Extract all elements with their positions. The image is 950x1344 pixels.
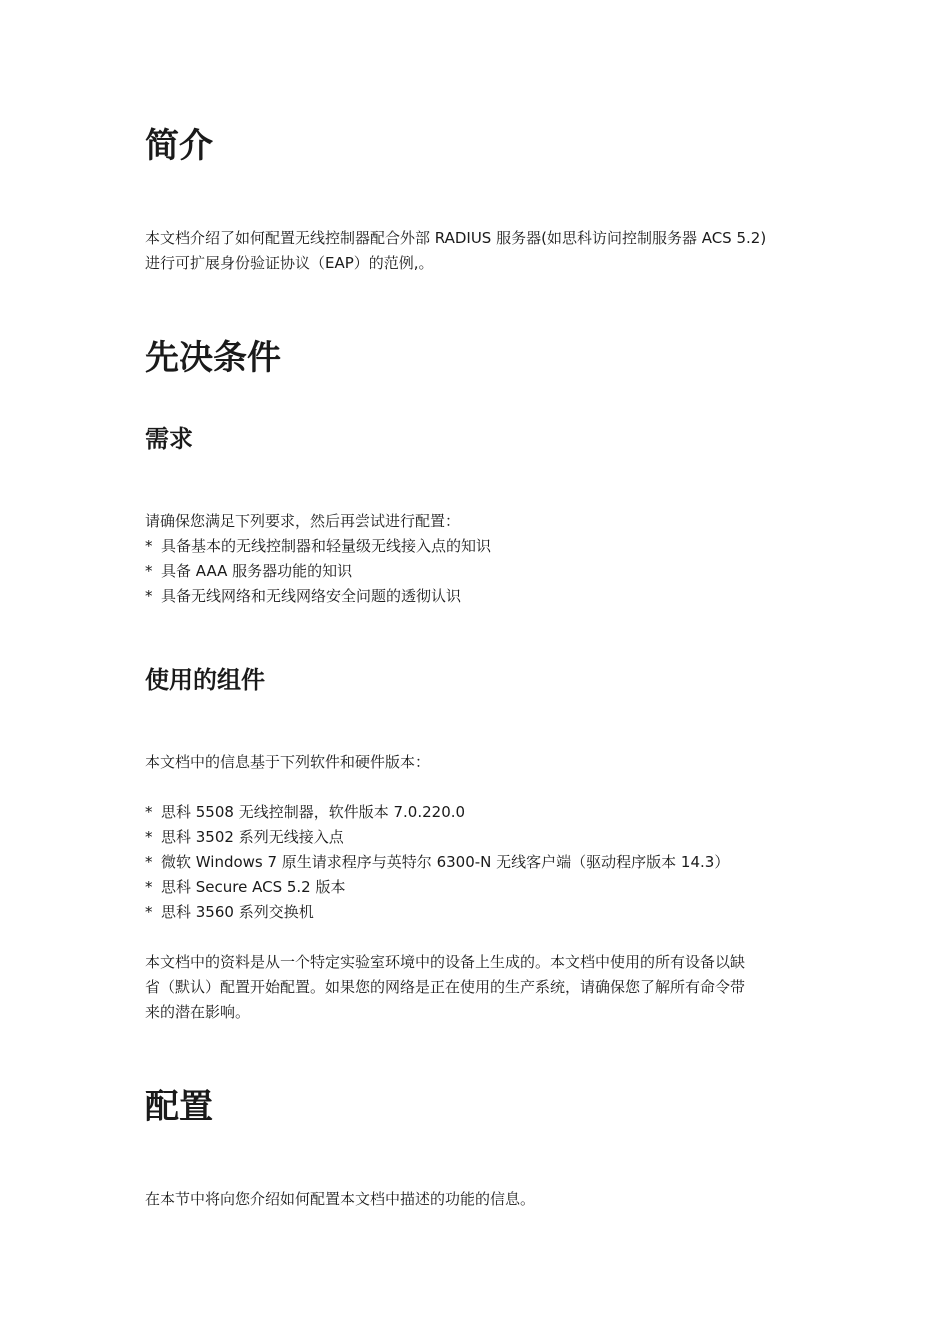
requirements-list bbox=[145, 534, 491, 609]
list-item-text: 思科 5508 无线控制器，软件版本 7.0.220.0 bbox=[161, 803, 466, 821]
bullet-marker: * bbox=[145, 828, 153, 846]
heading-components: 使用的组件 bbox=[145, 666, 265, 694]
list-item bbox=[145, 559, 491, 584]
heading-requirements: 需求 bbox=[145, 425, 193, 453]
note-line-3: 来的潜在影响。 bbox=[145, 1003, 251, 1021]
bullet-marker: * bbox=[145, 537, 153, 555]
heading-configuration: 配置 bbox=[145, 1087, 213, 1127]
bullet-marker: * bbox=[145, 853, 153, 871]
bullet-marker: * bbox=[145, 587, 153, 605]
list-item-text: 思科 Secure ACS 5.2 版本 bbox=[161, 878, 346, 896]
list-item bbox=[145, 584, 491, 609]
bullet-marker: * bbox=[145, 878, 153, 896]
components-lead: 本文档中的信息基于下列软件和硬件版本： bbox=[145, 753, 431, 771]
list-item bbox=[145, 534, 491, 559]
list-item-text: 具备无线网络和无线网络安全问题的透彻认识 bbox=[161, 587, 462, 605]
bullet-marker: * bbox=[145, 903, 153, 921]
list-item-text: 具备基本的无线控制器和轻量级无线接入点的知识 bbox=[161, 537, 492, 555]
list-item bbox=[145, 800, 729, 825]
note-line-1: 本文档中的资料是从一个特定实验室环境中的设备上生成的。本文档中使用的所有设备以缺 bbox=[145, 953, 746, 971]
components-note bbox=[145, 950, 810, 1025]
intro-line-1: 本文档介绍了如何配置无线控制器配合外部 RADIUS 服务器(如思科访问控制服务器 ACS 5.2) bbox=[145, 229, 767, 247]
components-list bbox=[145, 800, 729, 925]
intro-paragraph bbox=[145, 226, 810, 276]
list-item-text: 思科 3502 系列无线接入点 bbox=[161, 828, 344, 846]
list-item-text: 微软 Windows 7 原生请求程序与英特尔 6300-N 无线客户端（驱动程序版本 14.3） bbox=[161, 853, 730, 871]
list-item-text: 思科 3560 系列交换机 bbox=[161, 903, 314, 921]
heading-intro: 简介 bbox=[145, 126, 213, 166]
bullet-marker: * bbox=[145, 803, 153, 821]
heading-prerequisites: 先决条件 bbox=[145, 338, 281, 378]
list-item-text: 具备 AAA 服务器功能的知识 bbox=[161, 562, 353, 580]
list-item bbox=[145, 850, 729, 875]
list-item bbox=[145, 875, 729, 900]
list-item bbox=[145, 825, 729, 850]
list-item bbox=[145, 900, 729, 925]
bullet-marker: * bbox=[145, 562, 153, 580]
configuration-lead: 在本节中将向您介绍如何配置本文档中描述的功能的信息。 bbox=[145, 1190, 536, 1208]
note-line-2: 省（默认）配置开始配置。如果您的网络是正在使用的生产系统，请确保您了解所有命令带 bbox=[145, 978, 746, 996]
requirements-lead: 请确保您满足下列要求，然后再尝试进行配置： bbox=[145, 512, 461, 530]
intro-line-2: 进行可扩展身份验证协议（EAP）的范例,。 bbox=[145, 254, 434, 272]
